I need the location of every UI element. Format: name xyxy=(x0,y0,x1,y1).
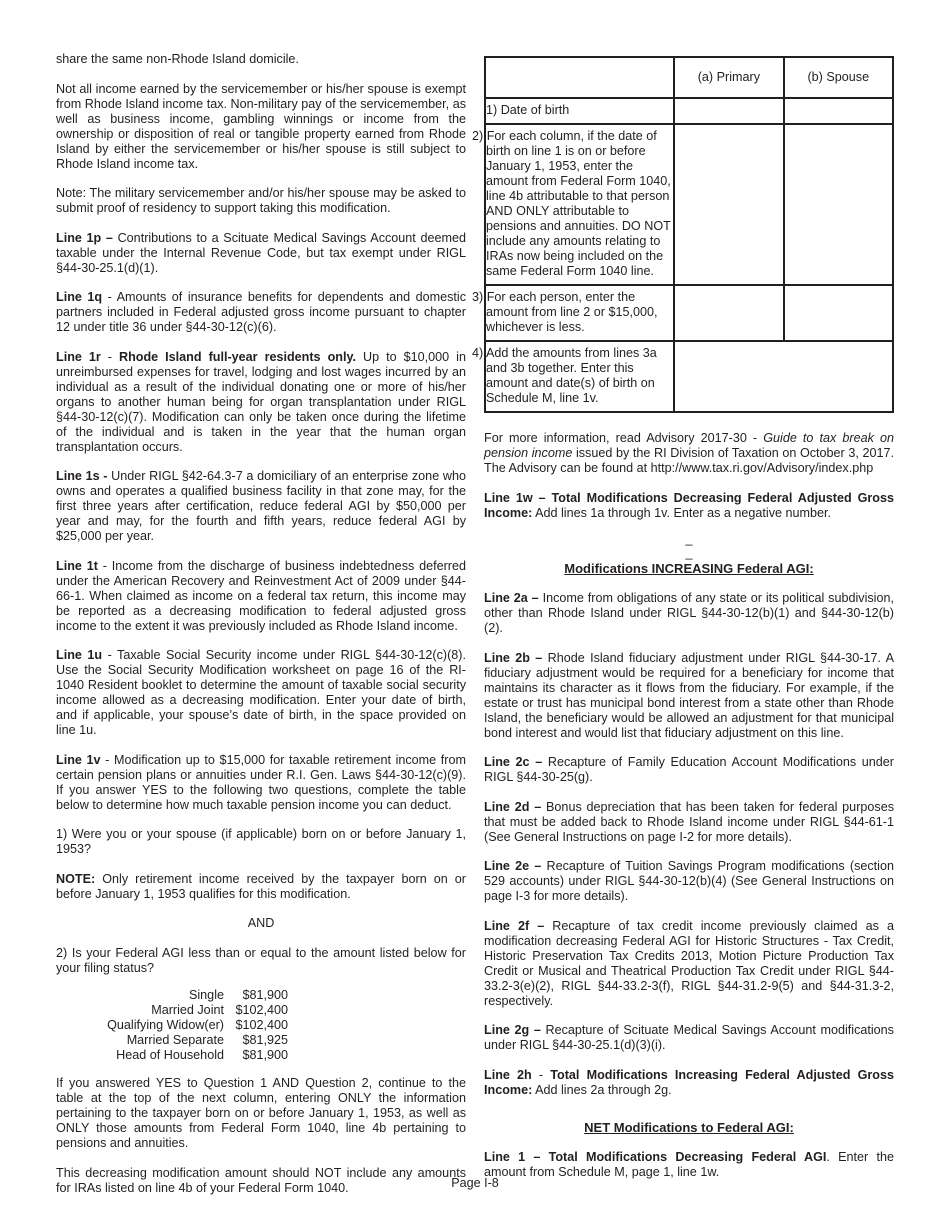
row-1-label: 1) Date of birth xyxy=(485,98,674,124)
filing-amount: $102,400 xyxy=(235,1018,288,1032)
line-2h-sep: - xyxy=(531,1067,551,1082)
line-1r-label: Line 1r xyxy=(56,349,101,364)
filing-status: Head of Household xyxy=(116,1048,224,1062)
line-2g-label: Line 2g – xyxy=(484,1023,541,1037)
line-1q-label: Line 1q xyxy=(56,290,103,304)
filing-status: Qualifying Widow(er) xyxy=(107,1018,224,1032)
filing-row xyxy=(78,1033,288,1048)
header-spouse: (b) Spouse xyxy=(784,57,893,98)
line-1r-emphasis: Rhode Island full-year residents only. xyxy=(119,349,357,364)
row-4-label: 4) Add the amounts from lines 3a and 3b together. Enter this amount and date(s) of birth on Schedule M, line 1v. xyxy=(485,341,674,412)
line-2b-text: Rhode Island fiduciary adjustment under RIGL §44-30-17. A fiduciary adjustment would be required for a beneficiary for income that maintains its character as it flows from the fiduciary. For example, if the estate or trust has municipal bond interest from a state other than Rhode Island, the beneficiary would be allowed an adjustment for that municipal bond interest and would list that fiduciary adjustment on this line. xyxy=(484,650,894,740)
dash-mark-1: _ xyxy=(685,532,693,546)
line-1u xyxy=(56,648,466,738)
header-primary: (a) Primary xyxy=(674,57,783,98)
line-2f-text: Recapture of tax credit income previously claimed as a modification decreasing Federal AGI for Historic Structures - Tax Credit, Historic Preservation Tax Credits 2013, Motion Picture Production Tax Credit or Musical and Theatrical Production Tax Credit under RIGL §44-33.2-3(e)(2), RIGL §44-33.2-3(f), RIGL §44-31.2-9(5) and §44-31.3-2, respectively. xyxy=(484,918,894,1008)
left-column xyxy=(56,52,466,1210)
filing-status: Single xyxy=(188,988,224,1002)
row-3-spouse-input[interactable] xyxy=(784,285,893,341)
line-1p-label: Line 1p – xyxy=(56,230,113,245)
line-2g xyxy=(484,1023,894,1053)
filing-status-table xyxy=(78,988,288,1063)
line-2d-label: Line 2d – xyxy=(484,799,542,814)
table-row-4 xyxy=(485,341,893,412)
line-2h-text: Add lines 2a through 2g. xyxy=(532,1082,672,1097)
line-1s-text: Under RIGL §42-64.3-7 a domiciliary of an enterprise zone who owns and operates a qualified business facility in that zone may, for the first three years after certification, reduce federal AGI by $50,000 per year and may, for the fourth and fifth years, reduce federal AGI by $25,000 per year. xyxy=(56,469,466,543)
table-row-1 xyxy=(485,98,893,124)
line-1s-label: Line 1s - xyxy=(56,469,108,483)
page-number: Page I-8 xyxy=(451,1176,499,1190)
row-3-primary-input[interactable] xyxy=(674,285,783,341)
paragraph-proof-note: Note: The military servicemember and/or his/her spouse may be asked to submit proof of residency to support taking this modification. xyxy=(56,186,466,215)
advisory-post: issued by the RI Division of Taxation on October 3, 2017. The Advisory can be found at http://www.tax.ri.gov/Advisory/index.php xyxy=(484,446,894,475)
table-header-row xyxy=(485,57,893,98)
filing-row xyxy=(78,1018,288,1033)
and-separator: AND xyxy=(247,916,275,930)
line-1-net-label: Line 1 – Total Modifications Decreasing Federal AGI xyxy=(484,1149,827,1164)
line-2d xyxy=(484,800,894,845)
line-1p xyxy=(56,231,466,276)
filing-status: Married Joint xyxy=(151,1003,224,1017)
line-2e-text: Recapture of Tuition Savings Program modifications (section 529 accounts) under RIGL §44-30-12(b)(4) (See General Instructions on page I-3 for more details). xyxy=(484,859,894,903)
filing-amount: $102,400 xyxy=(235,1003,288,1017)
line-1p-text: Contributions to a Scituate Medical Savings Account deemed taxable under the Internal Revenue Code, but tax exempt under RIGL §44-30-25.1(d)(1). xyxy=(56,230,466,275)
row-1-spouse-input[interactable] xyxy=(784,98,893,124)
line-1w xyxy=(484,491,894,521)
line-2d-text: Bonus depreciation that has been taken for federal purposes that must be added back to Rhode Island income under RIGL §44-61-1 (See General Instructions on page I-2 for more details). xyxy=(484,799,894,844)
line-1-net-text: . Enter the amount from Schedule M, page 1, line 1w. xyxy=(484,1149,894,1179)
line-1q xyxy=(56,290,466,335)
table-row-3 xyxy=(485,285,893,341)
line-2b-label: Line 2b – xyxy=(484,650,543,665)
pension-modification-table xyxy=(472,56,894,413)
line-2g-text: Recapture of Scituate Medical Savings Account modifications under RIGL §44-30-25.1(d)(3)(i). xyxy=(484,1023,894,1052)
note xyxy=(56,872,466,902)
line-2e-label: Line 2e – xyxy=(484,859,542,873)
line-2f-label: Line 2f – xyxy=(484,918,545,933)
line-1r xyxy=(56,350,466,455)
line-2h-emphasis: Total Modifications Increasing Federal Adjusted Gross Income: xyxy=(484,1067,894,1097)
line-1r-sep: - xyxy=(100,349,119,364)
advisory-info xyxy=(484,431,894,476)
row-2-primary-input[interactable] xyxy=(674,124,783,285)
line-1v-text: - Modification up to $15,000 for taxable retirement income from certain pension plans or annuities under R.I. Gen. Laws §44-30-12(c)(9). If you answer YES to the following two questions, complete the table below to determine how much taxable pension income you can deduct. xyxy=(56,752,466,812)
filing-amount: $81,900 xyxy=(242,1048,288,1062)
line-2c-text: Recapture of Family Education Account Modifications under RIGL §44-30-25(g). xyxy=(484,755,894,784)
dash-mark-2: _ xyxy=(685,546,693,560)
line-2h xyxy=(484,1068,894,1098)
filing-amount: $81,925 xyxy=(242,1033,288,1047)
line-1t-label: Line 1t xyxy=(56,558,98,573)
filing-amount: $81,900 xyxy=(242,988,288,1002)
note-label: NOTE: xyxy=(56,871,96,886)
filing-row xyxy=(78,1048,288,1063)
line-1t-text: - Income from the discharge of business indebtedness deferred under the American Recovery and Reinvestment Act of 2009 under §44-66-1. When claimed as income on a federal tax return, this income may be reported as a decreasing modification to federal adjusted gross income to the extent it was previously included as Rhode Island income. xyxy=(56,558,466,633)
paragraph-if-yes: If you answered YES to Question 1 AND Question 2, continue to the table at the top of the next column, entering ONLY the information pertaining to the taxpayer born on or before January 1, 1953, as well as ONLY those amounts from Federal Form 1040, line 4b pertaining to pensions and annuities. xyxy=(56,1076,466,1150)
paragraph-domicile: share the same non-Rhode Island domicile. xyxy=(56,52,299,66)
question-1: 1) Were you or your spouse (if applicable) born on or before January 1, 1953? xyxy=(56,827,466,856)
line-2c-label: Line 2c – xyxy=(484,755,543,769)
row-3-label: 3) For each person, enter the amount from line 2 or $15,000, whichever is less. xyxy=(485,285,674,341)
line-2e xyxy=(484,859,894,904)
line-1r-text: Up to $10,000 in unreimbursed expenses for travel, lodging and lost wages incurred by an individual as a result of the individual donating one or more of his/her organs to another human being for organ transplantation under RIGL §44-30-12(c)(7). Modification can only be taken once during the lifetime of the individual and is taken in the year that the human organ transplantation occurs. xyxy=(56,349,466,454)
filing-row xyxy=(78,1003,288,1018)
heading-net: NET Modifications to Federal AGI: xyxy=(584,1119,794,1135)
line-2a xyxy=(484,591,894,636)
line-2a-text: Income from obligations of any state or its political subdivision, other than Rhode Island under RIGL §44-30-12(b)(1) and §44-30-12(b)(2). xyxy=(484,591,894,635)
advisory-pre: For more information, read Advisory 2017-30 - xyxy=(484,431,764,445)
row-1-primary-input[interactable] xyxy=(674,98,783,124)
advisory-title: Guide to tax break on pension income xyxy=(484,431,894,460)
table-row-2 xyxy=(485,124,893,285)
header-empty-cell xyxy=(485,57,674,98)
question-2: 2) Is your Federal AGI less than or equal to the amount listed below for your filing status? xyxy=(56,945,466,975)
line-1v xyxy=(56,753,466,813)
line-1u-label: Line 1u xyxy=(56,648,103,662)
line-1t xyxy=(56,559,466,634)
note-text: Only retirement income received by the taxpayer born on or before January 1, 1953 qualifies for this modification. xyxy=(56,871,466,901)
line-2h-label: Line 2h xyxy=(484,1067,532,1082)
line-1s xyxy=(56,469,466,544)
row-2-label: 2) For each column, if the date of birth on line 1 is on or before January 1, 1953, enter the amount from Federal Form 1040, line 4b attributable to that person AND ONLY attributable to pensions and annuities. DO NOT include any amounts relating to IRAs now being included on the same Federal Form 1040 line. xyxy=(485,124,674,285)
filing-row xyxy=(78,988,288,1003)
line-1u-text: - Taxable Social Security income under RIGL §44-30-12(c)(8). Use the Social Security Modification worksheet on page 16 of the RI-1040 Resident booklet to determine the amount of taxable social security income allowed as a decreasing modification. Enter your date of birth, and if applicable, your spouse’s date of birth, in the space provided on line 1u. xyxy=(56,648,466,737)
line-1v-label: Line 1v xyxy=(56,752,101,767)
heading-increasing: Modifications INCREASING Federal AGI: xyxy=(564,561,814,576)
line-2a-label: Line 2a – xyxy=(484,591,539,605)
row-4-total-input[interactable] xyxy=(674,341,893,412)
row-2-spouse-input[interactable] xyxy=(784,124,893,285)
line-1-net xyxy=(484,1150,894,1180)
line-1w-label: Line 1w – Total Modifications Decreasing Federal Adjusted Gross Income: xyxy=(484,490,894,520)
line-1w-text: Add lines 1a through 1v. Enter as a negative number. xyxy=(532,505,832,520)
line-1q-text: - Amounts of insurance benefits for dependents and domestic partners included in Federal adjusted gross income pursuant to chapter 12 under title 36 under §44-30-12(c)(6). xyxy=(56,290,466,334)
paragraph-income-not-exempt: Not all income earned by the servicemember or his/her spouse is exempt from Rhode Island income tax. Non-military pay of the servicemember, as well as business income, gambling winnings or income from the ownership or disposition of real or tangible property earned from Rhode Island by either the servicemember or his/her spouse is still subject to Rhode Island income tax. xyxy=(56,81,466,171)
line-2c xyxy=(484,755,894,785)
paragraph-decreasing-note: This decreasing modification amount should NOT include any amounts for IRAs listed on line 4b of your Federal Form 1040. xyxy=(56,1165,466,1195)
line-2f xyxy=(484,919,894,1009)
line-2b xyxy=(484,651,894,741)
filing-status: Married Separate xyxy=(126,1033,224,1047)
